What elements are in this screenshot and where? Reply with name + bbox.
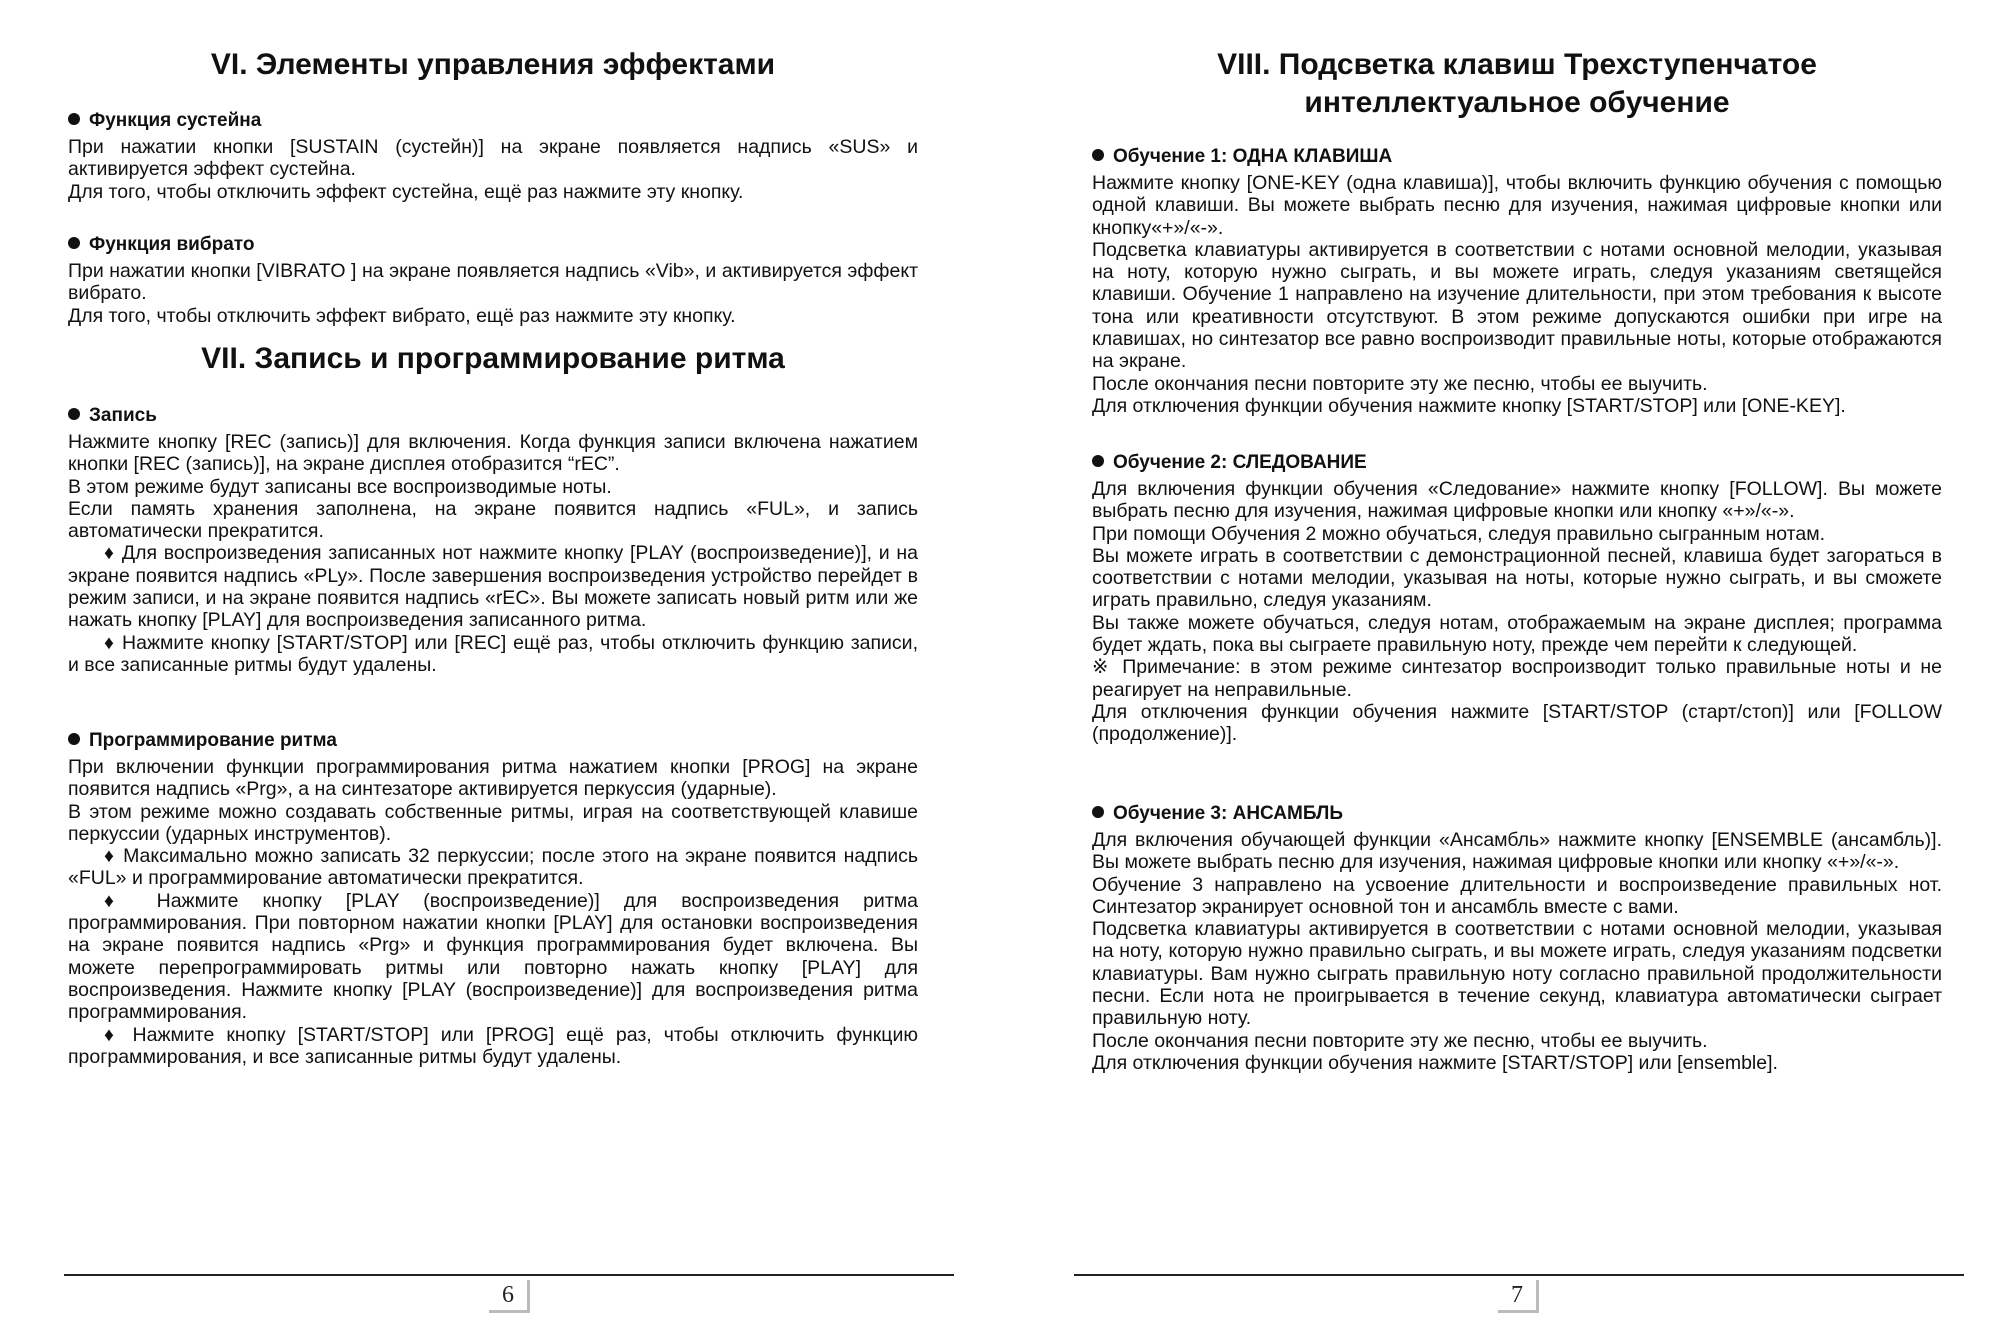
left-footer-rule	[64, 1274, 954, 1276]
record-section	[68, 405, 918, 676]
lesson3-text-1: Для включения обучающей функции «Ансамбль» нажмите кнопку [ENSEMBLE (ансамбль)]. Вы можете выбрать песню для изучения, нажимая цифровые кнопки или кнопку «+»/«-».	[1092, 829, 1942, 874]
bullet-icon	[68, 237, 80, 249]
program-text-5: ♦ Нажмите кнопку [START/STOP] или [PROG] ещё раз, чтобы отключить функцию программирования, и все записанные ритмы будут удалены.	[68, 1023, 918, 1068]
lesson3-section	[1092, 803, 1942, 1074]
lesson1-text-2: Подсветка клавиатуры активируется в соответствии с нотами основной мелодии, указывая на ноту, которую нужно сыграть, и вы можете играть, следуя указаниям светящейся клавиши. Обучение 1 направлено на изучение длительности, при этом требования к высоте тона или креативности отсутствуют. В этом режиме допускаются ошибки при игре на клавишах, но синтезатор все равно воспроизводит правильные ноты, которые отображаются на экране.	[1092, 238, 1942, 373]
lesson3-text-3: Подсветка клавиатуры активируется в соответствии с нотами основной мелодии, указывая на ноту, которую нужно правильно сыграть, и вы можете играть, следуя указаниям подсветки клавиатуры. Вам нужно сыграть правильную ноту согласно правильной продолжительности песни. Если нота не проигрывается в течение секунд, клавиатура автоматически сыграет правильную ноту.	[1092, 918, 1942, 1030]
lesson2-text-6: Для отключения функции обучения нажмите [START/STOP (старт/стоп)] или [FOLLOW (продолжение)].	[1092, 700, 1942, 746]
record-text-1: Нажмите кнопку [REC (запись)] для включения. Когда функция записи включена нажатием кнопки [REC (запись)], на экране дисплея отобразится “rEC”.	[68, 431, 918, 476]
lesson2-text-3: Вы можете играть в соответствии с демонстрационной песней, клавиша будет загораться в соответствии с нотами мелодии, указывая на ноты, которые нужно сыграть, и вы сможете играть правильно, следуя указаниям.	[1092, 544, 1942, 612]
record-text-3: Если память хранения заполнена, на экране появится надпись «FUL», и запись автоматически прекратится.	[68, 497, 918, 543]
sustain-title: Функция сустейна	[89, 110, 262, 131]
bullet-icon	[1092, 455, 1104, 467]
record-text-4: ♦ Для воспроизведения записанных нот нажмите кнопку [PLAY (воспроизведение)], и на экране появится надпись «PLy». После завершения воспроизведения устройство перейдет в режим записи, и на экране появится надпись «rEC». Вы можете записать новый ритм или же нажать кнопку [PLAY] для воспроизведения записанного ритма.	[68, 542, 918, 632]
bullet-icon	[68, 733, 80, 745]
lesson1-text-1: Нажмите кнопку [ONE-KEY (одна клавиша)], чтобы включить функцию обучения с помощью одной клавиши. Вы можете выбрать песню для изучения, нажимая цифровые кнопки или кнопку«+»/«-».	[1092, 172, 1942, 239]
vibrato-text-1: При нажатии кнопки [VIBRATO ] на экране появляется надпись «Vib», и активируется эффект вибрато.	[68, 260, 918, 305]
bullet-icon	[1092, 149, 1104, 161]
record-title: Запись	[89, 405, 157, 426]
program-title: Программирование ритма	[89, 730, 337, 751]
bullet-icon	[68, 113, 80, 125]
vibrato-text-2: Для того, чтобы отключить эффект вибрато, ещё раз нажмите эту кнопку.	[68, 304, 736, 327]
right-footer-rule	[1074, 1274, 1964, 1276]
lesson2-title: Обучение 2: СЛЕДОВАНИЕ	[1113, 452, 1367, 473]
lesson3-text-4: После окончания песни повторите эту же песню, чтобы ее выучить.	[1092, 1029, 1708, 1052]
bullet-icon	[1092, 806, 1104, 818]
section-heading-vi: VI. Элементы управления эффектами	[210, 48, 776, 81]
lesson1-title: Обучение 1: ОДНА КЛАВИША	[1113, 146, 1393, 167]
lesson1-section	[1092, 146, 1942, 417]
record-text-5: ♦ Нажмите кнопку [START/STOP] или [REC] ещё раз, чтобы отключить функцию записи, и все записанные ритмы будут удалены.	[68, 631, 918, 676]
lesson2-text-4: Вы также можете обучаться, следуя нотам, отображаемым на экране дисплея; программа будет ждать, пока вы сыграете правильную ноту, прежде чем перейти к следующей.	[1092, 611, 1942, 657]
sustain-section	[68, 110, 918, 203]
program-text-2: В этом режиме можно создавать собственные ритмы, играя на соответствующей клавише перкуссии (ударных инструментов).	[68, 800, 918, 845]
section-heading-vii: VII. Запись и программирование ритма	[201, 342, 785, 375]
program-section	[68, 730, 918, 1068]
program-text-1: При включении функции программирования ритма нажатием кнопки [PROG] на экране появится надпись «Prg», а на синтезаторе активируется перкуссия (ударные).	[68, 756, 918, 801]
sustain-text-1: При нажатии кнопки [SUSTAIN (сустейн)] на экране появляется надпись «SUS» и активируется эффект сустейна.	[68, 136, 918, 181]
program-text-4: ♦ Нажмите кнопку [PLAY (воспроизведение)] для воспроизведения ритма программирования. При повторном нажатии кнопки [PLAY] для остановки воспроизведения на экране появится надпись «Prg» и функция программирования будет включена. Вы можете перепрограммировать ритмы или повторно нажать кнопку [PLAY] для воспроизведения. Нажмите кнопку [PLAY (воспроизведение)] для воспроизведения ритма программирования.	[68, 889, 918, 1024]
program-text-3: ♦ Максимально можно записать 32 перкуссии; после этого на экране появится надпись «FUL» и программирование автоматически прекратится.	[68, 845, 918, 890]
vibrato-section	[68, 234, 918, 327]
section-heading-viii: VIII. Подсветка клавиш Трехступенчатое интеллектуальное обучение	[1217, 48, 1817, 119]
record-text-2: В этом режиме будут записаны все воспроизводимые ноты.	[68, 475, 612, 498]
lesson1-text-4: Для отключения функции обучения нажмите кнопку [START/STOP] или [ONE-KEY].	[1092, 394, 1846, 417]
lesson3-text-5: Для отключения функции обучения нажмите [START/STOP] или [ensemble].	[1092, 1051, 1778, 1074]
right-page-number: 7	[1498, 1280, 1539, 1313]
lesson2-section	[1092, 452, 1942, 746]
lesson3-title: Обучение 3: АНСАМБЛЬ	[1113, 803, 1344, 824]
lesson1-text-3: После окончания песни повторите эту же песню, чтобы ее выучить.	[1092, 372, 1708, 395]
lesson2-text-2: При помощи Обучения 2 можно обучаться, следуя правильно сыгранным нотам.	[1092, 522, 1826, 545]
lesson2-text-5: ※ Примечание: в этом режиме синтезатор воспроизводит только правильные ноты и не реагирует на неправильные.	[1092, 656, 1942, 701]
sustain-text-2: Для того, чтобы отключить эффект сустейна, ещё раз нажмите эту кнопку.	[68, 180, 744, 203]
bullet-icon	[68, 408, 80, 420]
lesson3-text-2: Обучение 3 направлено на усвоение длительности и воспроизведение правильных нот. Синтезатор экранирует основной тон и ансамбль вместе с вами.	[1092, 873, 1942, 918]
left-page-number: 6	[489, 1280, 530, 1313]
right-page	[1092, 0, 1942, 1320]
lesson2-text-1: Для включения функции обучения «Следование» нажмите кнопку [FOLLOW]. Вы можете выбрать песню для изучения, нажимая цифровые кнопки или кнопку «+»/«-».	[1092, 478, 1942, 523]
vibrato-title: Функция вибрато	[89, 234, 255, 255]
left-page	[68, 0, 918, 1320]
